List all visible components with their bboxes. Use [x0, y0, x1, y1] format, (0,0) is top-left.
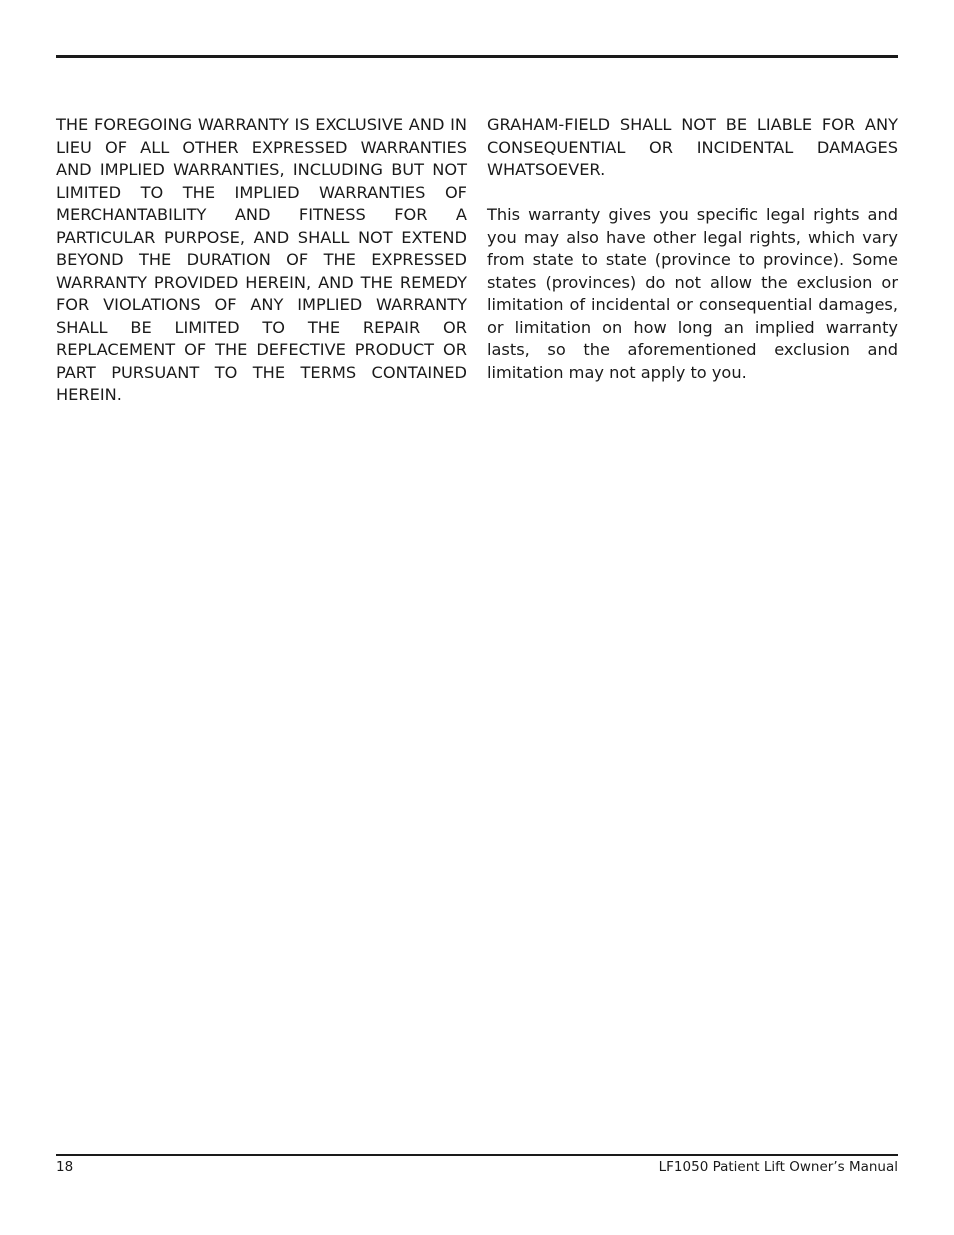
legal-rights-paragraph: This warranty gives you specific legal rights and you may also have other legal rights, which vary from state to state (province to province). Some states (provinces) do not allow the exclusion or limitation of incidental or consequential damages, or limitation on how long an implied warranty lasts, so the aforementioned exclusion and limitation may not apply to you. [487, 205, 898, 382]
page-number: 18 [56, 1159, 74, 1175]
warranty-exclusivity-paragraph: THE FOREGOING WARRANTY IS EXCLUSIVE AND IN LIEU OF ALL OTHER EXPRESSED WARRANTIES AND IMPLIED WARRANTIES, INCLUDING BUT NOT LIMITED TO THE IMPLIED WARRANTIES OF MERCHANTABILITY AND FITNESS FOR A PARTICULAR PURPOSE, AND SHALL NOT EXTEND BEYOND THE DURATION OF THE EXPRESSED WARRANTY PROVIDED HEREIN, AND THE REMEDY FOR VIOLATIONS OF ANY IMPLIED WARRANTY SHALL BE LIMITED TO THE REPAIR OR REPLACEMENT OF THE DEFECTIVE PRODUCT OR PART PURSUANT TO THE TERMS CONTAINED HEREIN. [56, 115, 467, 404]
header-rule [56, 55, 898, 58]
right-column [487, 114, 898, 384]
footer-rule [56, 1154, 898, 1156]
left-column [56, 114, 467, 407]
manual-title: LF1050 Patient Lift Owner’s Manual [658, 1159, 898, 1175]
liability-paragraph: GRAHAM-FIELD SHALL NOT BE LIABLE FOR ANY CONSEQUENTIAL OR INCIDENTAL DAMAGES WHATSOEVER. [487, 115, 898, 179]
